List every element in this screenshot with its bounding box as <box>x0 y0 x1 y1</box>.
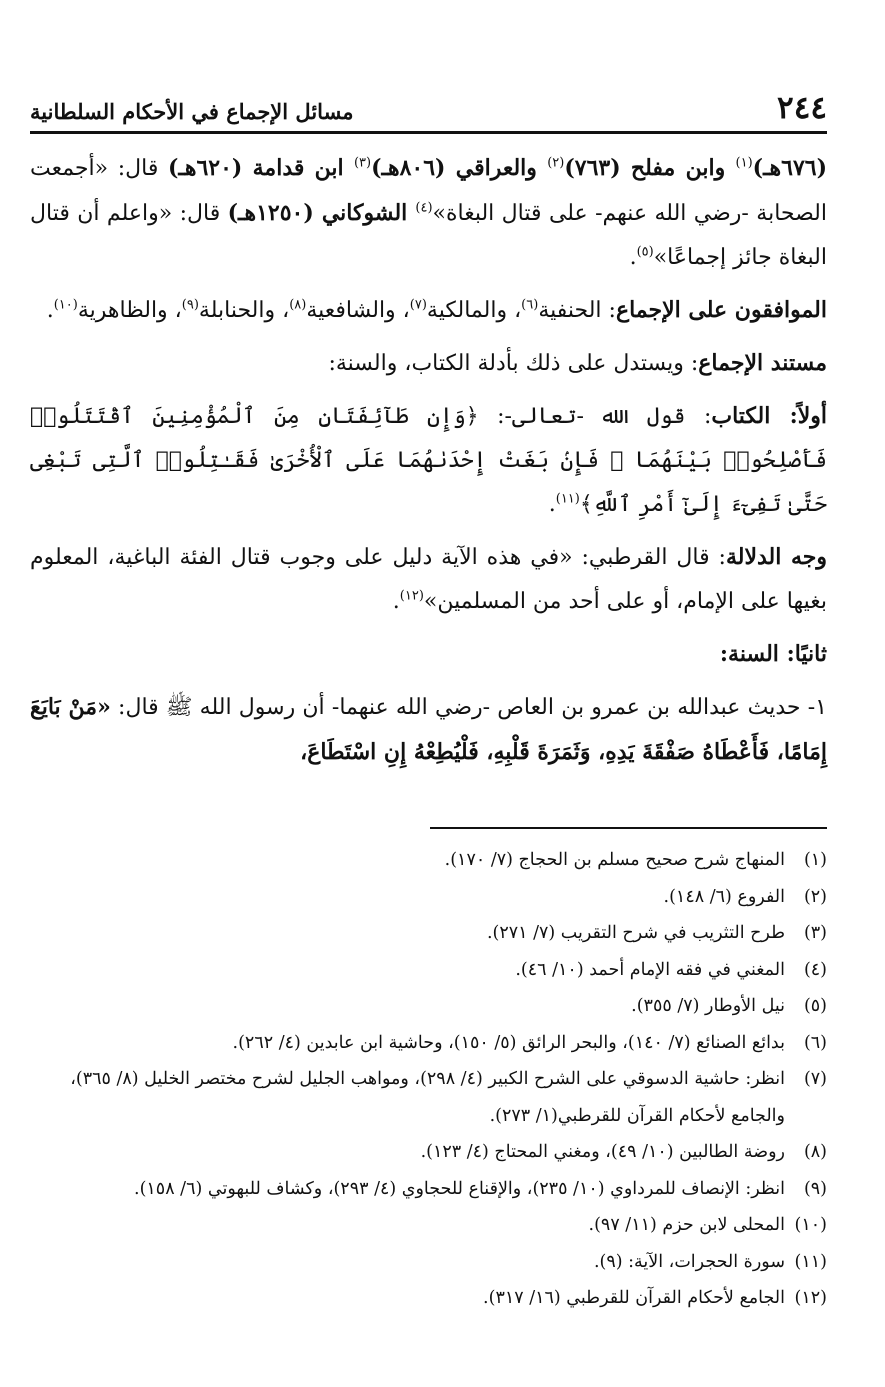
text-segment: . <box>46 298 54 323</box>
footnote-number: (٢) <box>803 886 827 907</box>
text-segment: ابن قدامة (٦٢٠هـ) <box>168 155 354 181</box>
footnotes <box>30 842 827 1317</box>
footnote-item <box>30 1134 827 1171</box>
footnote-item <box>30 952 827 989</box>
text-segment: . <box>629 245 637 270</box>
footnote-text: بدائع الصنائع (٧/ ١٤٠)، والبحر الرائق (٥/ ١٥٠)، وحاشية ابن عابدين (٤/ ٢٦٢). <box>232 1032 785 1053</box>
footnote-text: روضة الطالبين (١٠/ ٤٩)، ومغني المحتاج (٤/ ١٢٣). <box>420 1142 785 1162</box>
footnote-number: (٣) <box>803 923 827 943</box>
footnote-item <box>30 915 827 952</box>
footnote-ref[interactable]: (٣) <box>353 155 372 171</box>
footnote-number: (١٢) <box>794 1288 827 1308</box>
text-segment: . <box>392 589 400 614</box>
footnote-item <box>30 988 827 1025</box>
text-segment: قال: «واعلم أن قتال البغاة جائز إجماعًا» <box>30 201 827 270</box>
footnote-text: الجامع لأحكام القرآن للقرطبي (١٦/ ٣١٧). <box>483 1288 785 1308</box>
footnote-number: (٩) <box>803 1178 827 1199</box>
text-segment: ، والظاهرية <box>77 298 182 323</box>
footnote-ref[interactable]: (٧) <box>409 297 427 313</box>
footnote-ref[interactable]: (٤) <box>415 200 433 216</box>
footnote-item <box>30 879 827 916</box>
footnote-text: نيل الأوطار (٧/ ٣٥٥). <box>631 996 785 1016</box>
paragraph-consensus-quotes <box>30 146 827 280</box>
text-segment: : قال القرطبي: «في هذه الآية دليل على وجوب قتال الفئة الباغية، المعلوم بغيها على الإمام، أو على أحد من المسلمين» <box>30 545 827 614</box>
footnote-number: (٥) <box>803 996 827 1016</box>
footnote-ref[interactable]: (٢) <box>547 155 565 171</box>
footnote-text: المغني في فقه الإمام أحمد (١٠/ ٤٦). <box>515 959 785 980</box>
footnote-item <box>30 1061 827 1134</box>
text-segment: : قول الله -تعالى-: <box>478 404 712 429</box>
footnote-item <box>30 1171 827 1208</box>
quran-verse: ﴿وَإِن طَآئِفَتَانِ مِنَ ٱلْمُؤْمِنِينَ ٱقْتَتَلُوا۟ فَأَصْلِحُوا۟ بَيْنَهُمَا ۖ فَإِنۢ بَغَتْ إِحْدَىٰهُمَا عَلَى ٱلْأُخْرَىٰ فَقَـٰتِلُوا۟ ٱلَّتِى تَبْغِى حَتَّىٰ تَفِىٓءَ إِلَىٰٓ أَمْرِ ٱللَّهِ﴾ <box>30 404 827 517</box>
footnote-ref[interactable]: (١٢) <box>399 588 424 604</box>
text-segment: : الحنفية <box>538 298 616 323</box>
footnote-number: (١١) <box>794 1251 827 1272</box>
footnote-text: انظر: الإنصاف للمرداوي (١٠/ ٢٣٥)، والإقناع للحجاوي (٤/ ٢٩٣)، وكشاف للبهوتي (٦/ ١٥٨). <box>134 1178 785 1199</box>
paragraph-quran <box>30 394 827 527</box>
footnote-item <box>30 842 827 879</box>
footnote-item <box>30 1244 827 1281</box>
page-header <box>30 84 827 128</box>
section-label: مستند الإجماع <box>698 350 827 376</box>
hadith-text: «مَنْ بَايَعَ إِمَامًا، فَأَعْطَاهُ صَفْقَةَ يَدِهِ، وَثَمَرَةَ قَلْبِهِ، فَلْيُطِعْهُ إِنِ اسْتَطَاعَ، <box>30 694 827 765</box>
text-segment: وابن مفلح (٧٦٣) <box>564 155 736 181</box>
footnote-number: (٨) <box>803 1142 827 1162</box>
footnote-text: المحلى لابن حزم (١١/ ٩٧). <box>588 1215 785 1235</box>
footnote-ref[interactable]: (٥) <box>636 244 654 260</box>
footnote-ref[interactable]: (١٠) <box>53 297 78 313</box>
text-segment: : ويستدل على ذلك بأدلة الكتاب، والسنة: <box>328 351 699 376</box>
footnote-item <box>30 1280 827 1317</box>
text-segment: والعراقي (٨٠٦هـ) <box>371 155 548 181</box>
footnote-text: المنهاج شرح صحيح مسلم بن الحجاج (٧/ ١٧٠). <box>444 850 785 870</box>
footnote-text: انظر: حاشية الدسوقي على الشرح الكبير (٤/ ٢٩٨)، ومواهب الجليل لشرح مختصر الخليل (٨/ ٣٦٥)، والجامع لأحكام القرآن للقرطبي(١/ ٢٧٣). <box>70 1069 785 1126</box>
paragraph-basis <box>30 341 827 386</box>
footnote-number: (٤) <box>803 959 827 980</box>
section-label: ثانيًا: السنة: <box>719 641 827 667</box>
text-segment: . <box>548 492 556 517</box>
paragraph-indication <box>30 535 827 624</box>
footnote-text: طرح التثريب في شرح التقريب (٧/ ٢٧١). <box>486 923 785 943</box>
footnote-number: (٦) <box>803 1032 827 1053</box>
footnote-number: (١) <box>803 850 827 870</box>
footnote-ref[interactable]: (٩) <box>181 297 199 313</box>
section-label: الموافقون على الإجماع <box>615 297 827 323</box>
footnote-text: الفروع (٦/ ١٤٨). <box>663 886 785 907</box>
text-segment: قال: «أجمعت الصحابة -رضي الله عنهم- على قتال البغاة» <box>30 156 827 226</box>
section-label: أولاً: الكتاب <box>711 403 827 429</box>
footnote-item <box>30 1207 827 1244</box>
footnote-ref[interactable]: (٦) <box>521 297 539 313</box>
text-segment: ، والشافعية <box>306 298 410 323</box>
footnote-ref[interactable]: (٨) <box>289 297 307 313</box>
running-title: مسائل الإجماع في الأحكام السلطانية <box>30 99 354 124</box>
text-segment: (٦٧٦هـ) <box>752 155 828 181</box>
paragraph-sunnah-heading <box>30 632 827 677</box>
header-rule <box>30 131 827 134</box>
section-label: وجه الدلالة <box>725 544 827 570</box>
footnote-text: سورة الحجرات، الآية: (٩). <box>593 1251 785 1272</box>
text-segment: ١- حديث عبدالله بن عمرو بن العاص -رضي الله عنهما- أن رسول الله ﷺ قال: <box>110 695 827 720</box>
footnote-number: (١٠) <box>794 1215 827 1235</box>
footnote-number: (٧) <box>803 1069 827 1089</box>
footnote-item <box>30 1025 827 1062</box>
page-number: ٢٤٤ <box>777 90 827 126</box>
paragraph-agreeing-schools <box>30 288 827 333</box>
text-segment: الشوكاني (١٢٥٠هـ) <box>227 200 416 226</box>
paragraph-hadith <box>30 685 827 775</box>
footnote-ref[interactable]: (١) <box>735 155 753 171</box>
text-segment: ، والحنابلة <box>198 298 290 323</box>
text-segment: ، والمالكية <box>426 298 522 323</box>
footnote-ref[interactable]: (١١) <box>555 491 580 507</box>
footnote-separator <box>430 827 827 829</box>
main-text <box>30 146 827 775</box>
